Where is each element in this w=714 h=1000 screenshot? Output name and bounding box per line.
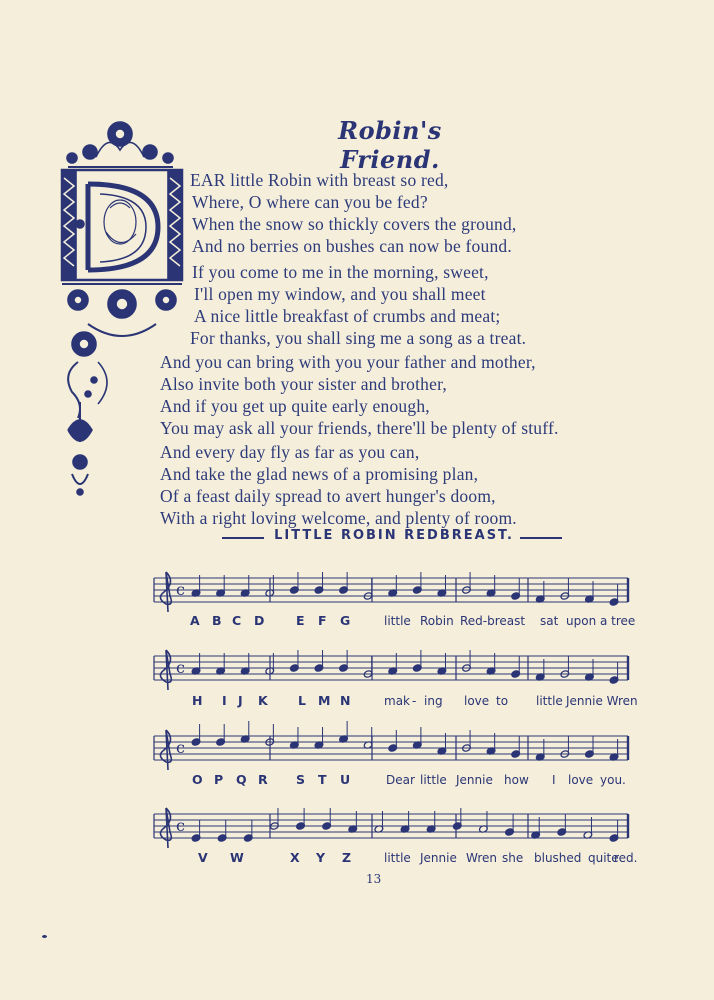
alphabet-letter: D xyxy=(254,613,266,628)
common-time: c xyxy=(176,658,185,677)
lyric-word: Jennie Wren xyxy=(566,694,638,708)
common-time: c xyxy=(176,738,185,757)
lyric-word: blushed xyxy=(534,851,582,865)
poem-line: Of a feast daily spread to avert hunger's doom, xyxy=(160,486,496,506)
lyric-word: she xyxy=(502,851,524,865)
song-title-label: LITTLE ROBIN REDBREAST. xyxy=(274,528,514,543)
poem-line: And you can bring with you your father and mother, xyxy=(160,352,536,372)
poem-line: When the snow so thickly covers the ground, xyxy=(192,214,517,234)
alphabet-letter: H xyxy=(192,693,204,708)
lyric-word: Wren xyxy=(466,851,497,865)
alphabet-letter: E xyxy=(296,613,306,628)
poem-line: And if you get up quite early enough, xyxy=(160,396,430,416)
poem-line: For thanks, you shall sing me a song as a treat. xyxy=(190,328,527,348)
ink-speck xyxy=(42,935,47,938)
alphabet-letter: K xyxy=(258,693,269,708)
poem-line: Also invite both your sister and brother, xyxy=(160,374,447,394)
lyric-word: - xyxy=(412,694,417,708)
lyric-word: I xyxy=(552,773,556,787)
lyric-word: you. xyxy=(600,773,626,787)
lyric-word: Dear xyxy=(386,773,415,787)
alphabet-letter: T xyxy=(318,772,328,787)
lyric-word: sat xyxy=(540,614,559,628)
alphabet-letter: A xyxy=(190,613,201,628)
lyric-word: Jennie xyxy=(420,851,457,865)
lyric-word: little xyxy=(536,694,563,708)
alphabet-letter: X xyxy=(290,850,301,865)
lyric-word: upon xyxy=(566,614,597,628)
alphabet-letter: W xyxy=(230,850,245,865)
page-number: 13 xyxy=(366,872,382,886)
poem-line: And no berries on bushes can now be found. xyxy=(192,236,512,256)
alphabet-letter: O xyxy=(192,772,204,787)
lyric-word: love xyxy=(464,694,490,708)
alphabet-letter: J xyxy=(238,693,244,708)
poem-line: A nice little breakfast of crumbs and meat; xyxy=(194,306,501,326)
page-title: Robin's Friend. xyxy=(338,116,442,174)
lyric-word: quite xyxy=(588,851,619,865)
alphabet-letter: U xyxy=(340,772,352,787)
alphabet-letter: Z xyxy=(342,850,353,865)
alphabet-letter: P xyxy=(214,772,225,787)
alphabet-letter: Q xyxy=(236,772,248,787)
alphabet-letter: L xyxy=(298,693,307,708)
lyric-word: little xyxy=(384,851,411,865)
poem-line: And take the glad news of a promising plan, xyxy=(160,464,479,484)
poem-line: EAR little Robin with breast so red, xyxy=(190,170,449,190)
lyric-word: little xyxy=(384,614,411,628)
poem-line: If you come to me in the morning, sweet, xyxy=(192,262,489,282)
poem-line: Where, O where can you be fed? xyxy=(192,192,428,212)
poem-line: You may ask all your friends, there'll be plenty of stuff. xyxy=(160,418,559,438)
lyric-word: mak xyxy=(384,694,410,708)
alphabet-letter: C xyxy=(232,613,243,628)
lyric-word: to xyxy=(496,694,509,708)
alphabet-letter: M xyxy=(318,693,332,708)
poem-line: With a right loving welcome, and plenty of room. xyxy=(160,508,517,528)
lyric-word: how xyxy=(504,773,529,787)
poem-line: I'll open my window, and you shall meet xyxy=(194,284,486,304)
common-time: c xyxy=(176,816,185,835)
alphabet-letter: V xyxy=(198,850,209,865)
poem-line: And every day fly as far as you can, xyxy=(160,442,420,462)
lyric-word: red. xyxy=(614,851,638,865)
alphabet-letter: F xyxy=(318,613,328,628)
alphabet-letter: S xyxy=(296,772,307,787)
common-time: c xyxy=(176,580,185,599)
lyric-word: little xyxy=(420,773,447,787)
alphabet-letter: R xyxy=(258,772,269,787)
lyric-word: a tree xyxy=(600,614,636,628)
alphabet-letter: B xyxy=(212,613,223,628)
alphabet-letter: N xyxy=(340,693,352,708)
alphabet-letter: G xyxy=(340,613,352,628)
lyric-word: Red-breast xyxy=(460,614,526,628)
alphabet-letter: Y xyxy=(316,850,327,865)
alphabet-letter: I xyxy=(222,693,228,708)
lyric-word: Robin xyxy=(420,614,454,628)
lyric-word: ing xyxy=(424,694,443,708)
lyric-word: love xyxy=(568,773,594,787)
lyric-word: Jennie xyxy=(456,773,493,787)
